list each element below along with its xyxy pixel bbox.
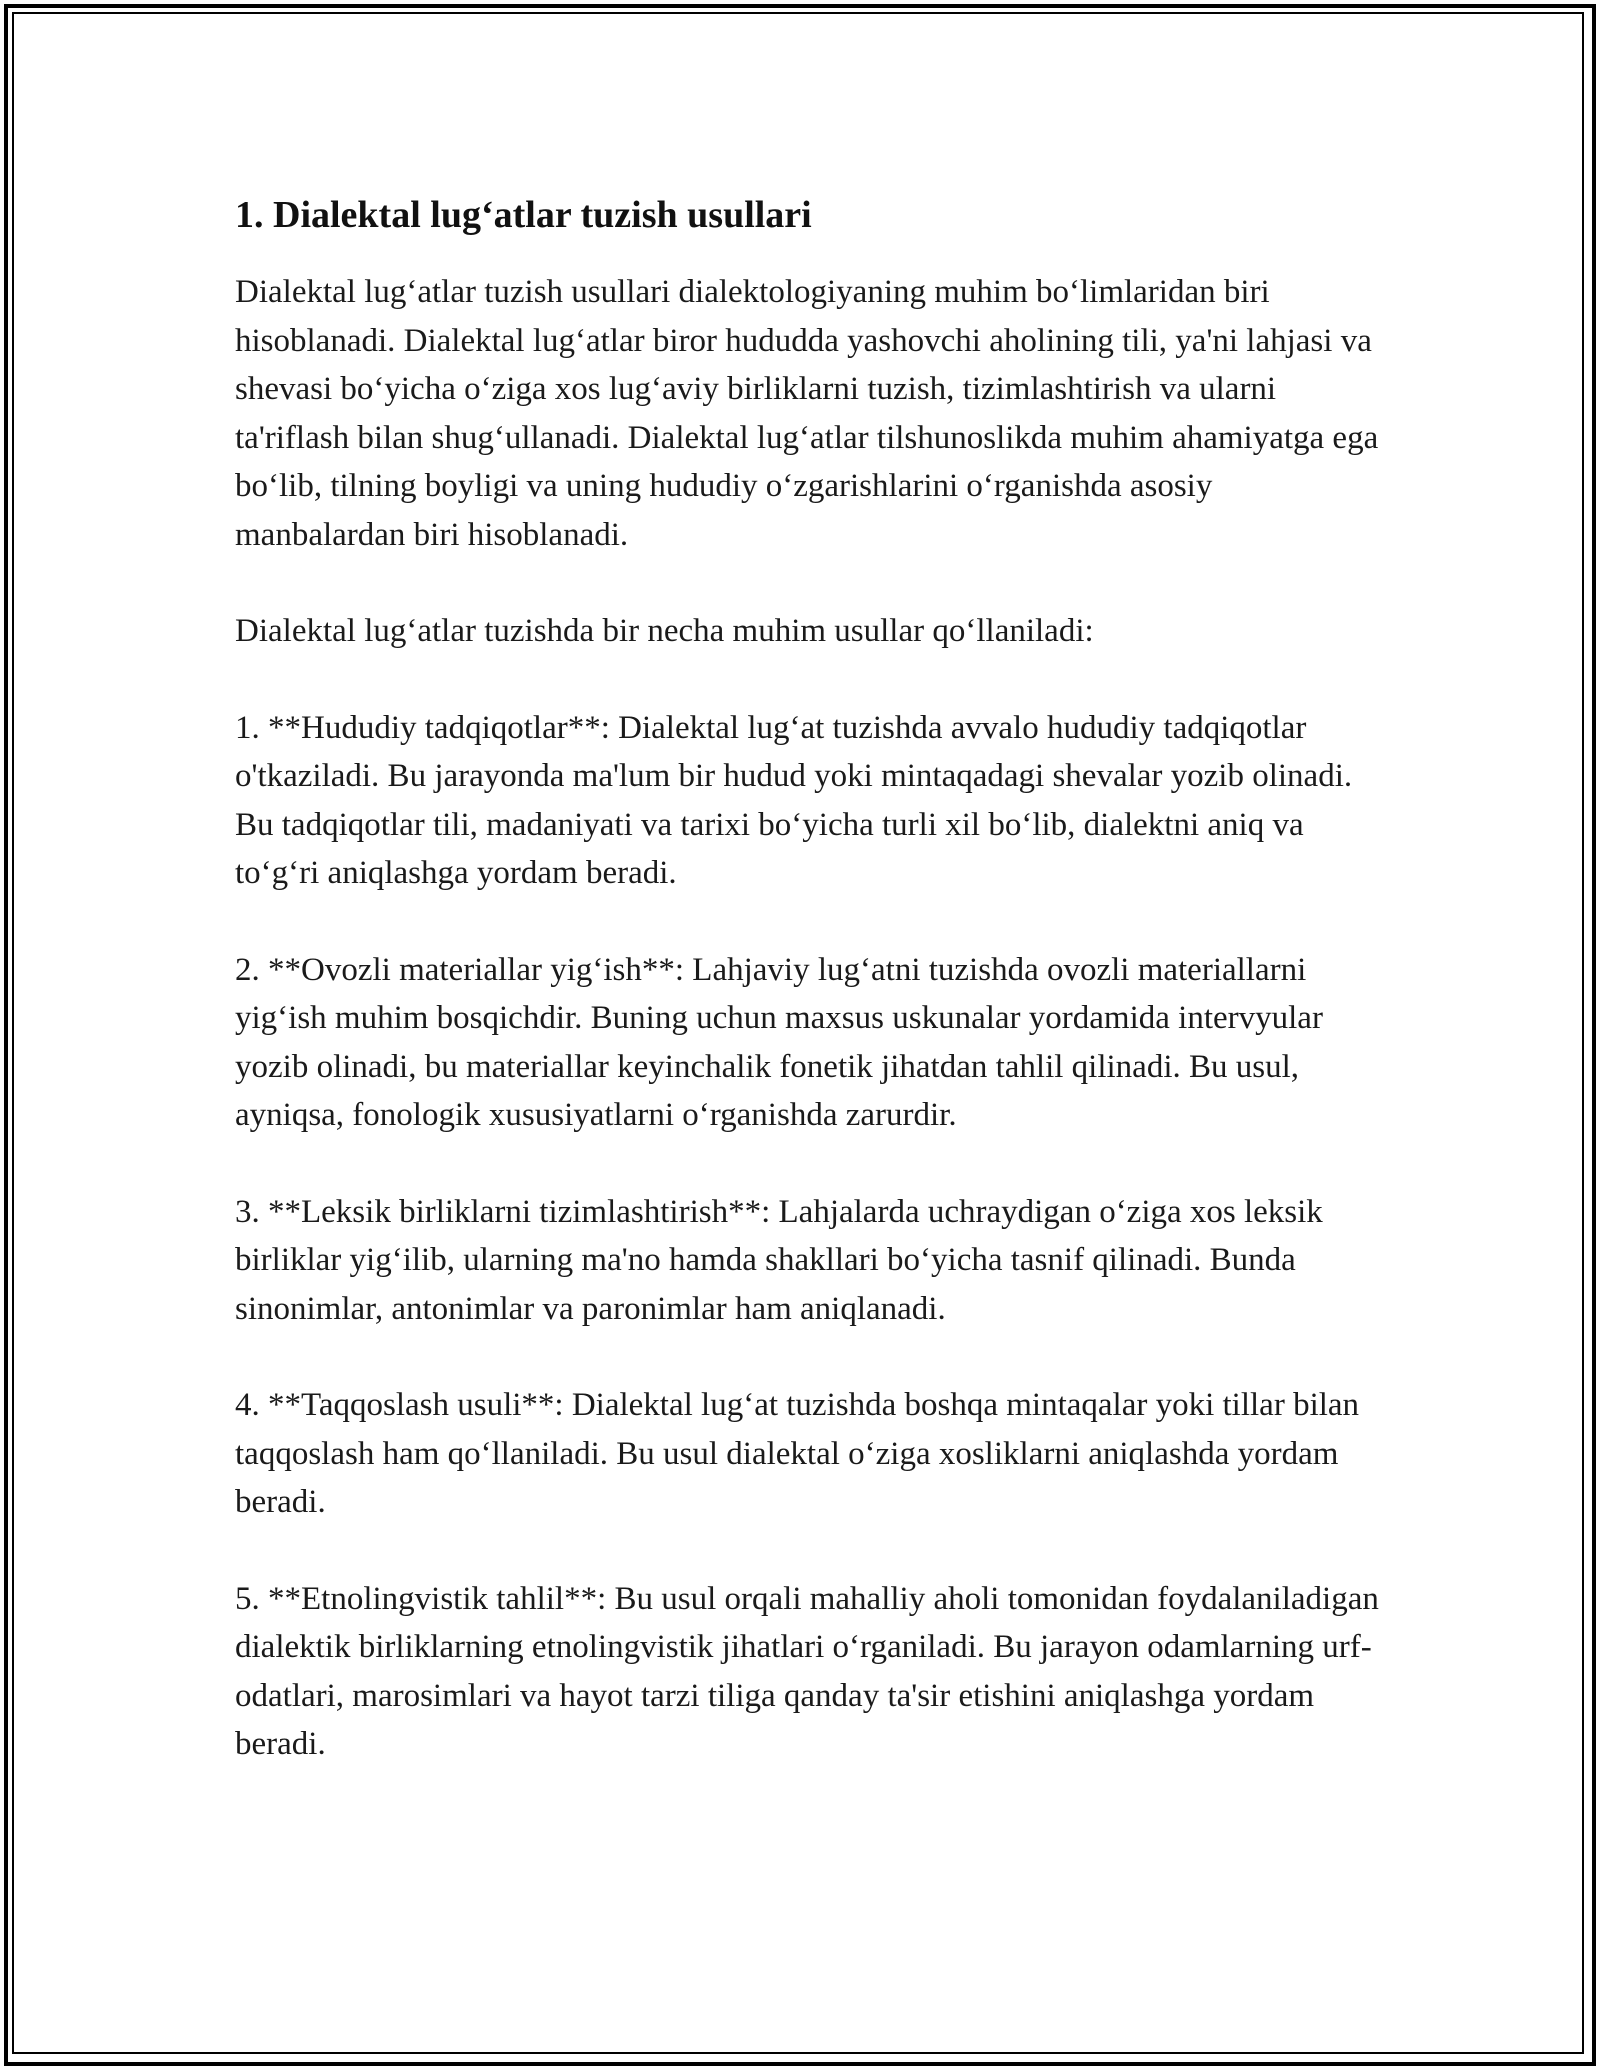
- document-body: [235, 190, 1385, 1817]
- method-item-2: 2. **Ovozli materiallar yig‘ish**: Lahjaviy lug‘atni tuzishda ovozli materiallarni yig‘ish muhim bosqichdir. Buning uchun maxsus uskunalar yordamida intervyular yozib olinadi, bu materiallar keyinchalik fonetik jihatdan tahlil qilinadi. Bu usul, ayniqsa, fonologik xususiyatlarni o‘rganishda zarurdir.: [235, 951, 1323, 1133]
- intro-paragraph: Dialektal lug‘atlar tuzish usullari dialektologiyaning muhim bo‘limlaridan biri hisoblanadi. Dialektal lug‘atlar biror hududda yashovchi aholining tili, ya'ni lahjasi va shevasi bo‘yicha o‘ziga xos lug‘aviy birliklarni tuzish, tizimlashtirish va ularni ta'riflash bilan shug‘ullanadi. Dialektal lug‘atlar tilshunoslikda muhim ahamiyatga ega bo‘lib, tilning boyligi va uning hududiy o‘zgarishlarini o‘rganishda asosiy manbalardan biri hisoblanadi.: [235, 274, 1379, 553]
- document-title: 1. Dialektal lug‘atlar tuzish usullari: [235, 194, 812, 236]
- method-item-1: 1. **Hududiy tadqiqotlar**: Dialektal lug‘at tuzishda avvalo hududiy tadqiqotlar o'tkaziladi. Bu jarayonda ma'lum bir hudud yoki mintaqadagi shevalar yozib olinadi. Bu tadqiqotlar tili, madaniyati va tarixi bo‘yicha turli xil bo‘lib, dialektni aniq va to‘g‘ri aniqlashga yordam beradi.: [235, 709, 1353, 891]
- method-item-4: 4. **Taqqoslash usuli**: Dialektal lug‘at tuzishda boshqa mintaqalar yoki tillar bilan taqqoslash ham qo‘llaniladi. Bu usul dialektal o‘ziga xosliklarni aniqlashda yordam beradi.: [235, 1387, 1360, 1520]
- method-item-3: 3. **Leksik birliklarni tizimlashtirish**: Lahjalarda uchraydigan o‘ziga xos leksik birliklar yig‘ilib, ularning ma'no hamda shakllari bo‘yicha tasnif qilinadi. Bunda sinonimlar, antonimlar va paronimlar ham aniqlanadi.: [235, 1193, 1323, 1327]
- method-item-5: 5. **Etnolingvistik tahlil**: Bu usul orqali mahalliy aholi tomonidan foydalaniladigan dialektik birliklarning etnolingvistik jihatlari o‘rganiladi. Bu jarayon odamlarning urf-odatlari, marosimlari va hayot tarzi tiliga qanday ta'sir etishini aniqlashga yordam beradi.: [235, 1580, 1379, 1762]
- methods-lead-paragraph: Dialektal lug‘atlar tuzishda bir necha muhim usullar qo‘llaniladi:: [235, 613, 1094, 649]
